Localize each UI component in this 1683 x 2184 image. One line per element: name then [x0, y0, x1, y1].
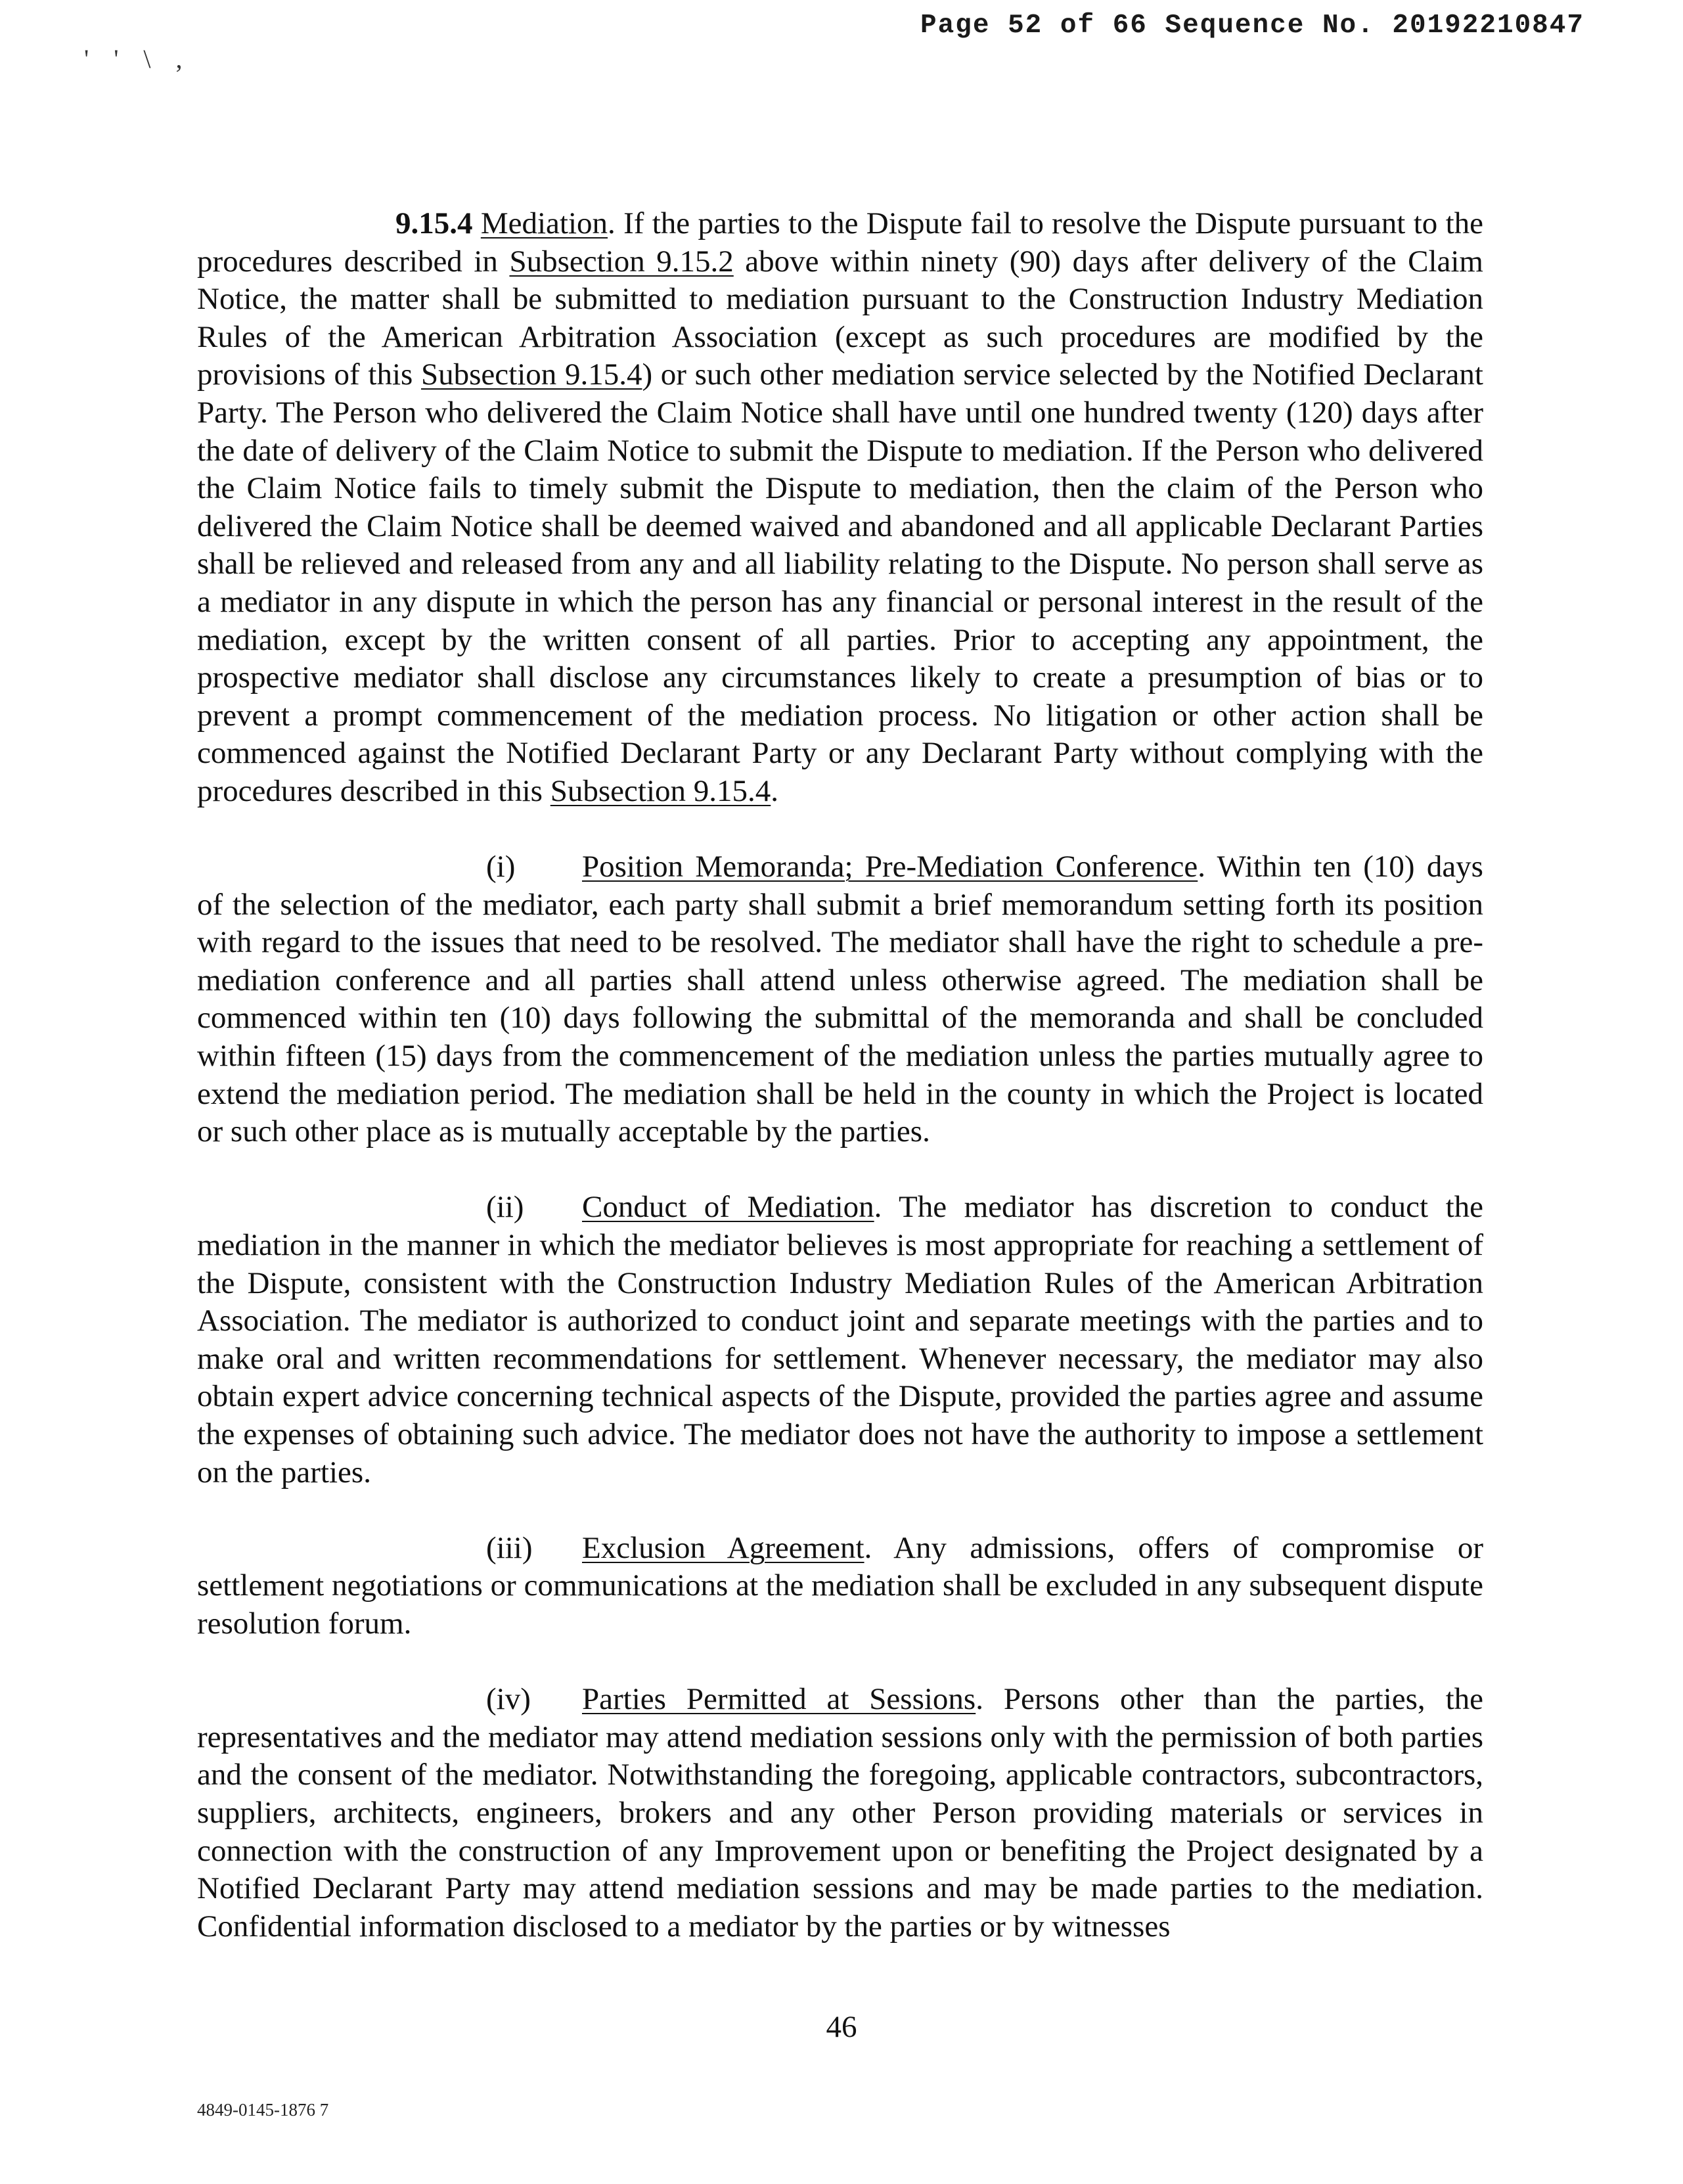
document-id: 4849-0145-1876 7: [197, 2100, 329, 2120]
subsection-title: Parties Permitted at Sessions: [582, 1682, 976, 1717]
subsection-reference: Subsection 9.15.4: [420, 357, 642, 392]
paragraph-text: . If the parties to the Dispute fail to resolve the Dispute pursuant to the procedures described in: [197, 206, 1484, 279]
section-title: Mediation: [480, 206, 608, 240]
subsection-reference: Subsection 9.15.2: [509, 244, 734, 279]
paragraph-sub-i: [197, 848, 1483, 1151]
paragraph-sub-ii: [197, 1189, 1483, 1491]
subsection-numeral: (i): [486, 850, 516, 884]
subsection-title: Exclusion Agreement: [582, 1530, 864, 1565]
paragraph-text: above within ninety (90) days after delivery of the Claim Notice, the matter shall be submitted to mediation pursuant to the Construction Industry Mediation Rules of the American Arbitration Association (except as such procedures are modified by the provisions of this: [197, 244, 1483, 392]
page-sequence-stamp: Page 52 of 66 Sequence No. 20192210847: [920, 11, 1584, 41]
subsection-numeral: (iv): [486, 1682, 531, 1717]
subsection-reference: Subsection 9.15.4: [550, 773, 771, 808]
paragraph-text: .: [771, 773, 779, 808]
scan-marks: ' ' \ ,: [84, 44, 192, 74]
document-body: [197, 205, 1483, 1945]
paragraph-text: . Persons other than the parties, the representatives and the mediator may attend mediation sessions only with the permission of both parties and the consent of the mediator. Notwithstanding the foregoing, applicable contractors, subcontractors, suppliers, architects, engineers, brokers and any other Person providing materials or services in connection with the construction of any Improvement upon or benefiting the Project designated by a Notified Declarant Party may attend mediation sessions and may be made parties to the mediation. Confidential information disclosed to a mediator by the parties or by witnesses: [197, 1682, 1484, 1944]
paragraph-sub-iv: [197, 1681, 1483, 1945]
paragraph-text: . Any admissions, offers of compromise or settlement negotiations or communications at the mediation shall be excluded in any subsequent dispute resolution forum.: [197, 1530, 1483, 1641]
subsection-title: Conduct of Mediation: [582, 1190, 874, 1225]
paragraph-9-15-4: [197, 205, 1483, 811]
paragraph-sub-iii: [197, 1530, 1483, 1643]
subsection-title: Position Memoranda; Pre-Mediation Conference: [582, 850, 1198, 884]
subsection-numeral: (ii): [486, 1190, 524, 1225]
paragraph-text: . Within ten (10) days of the selection of the mediator, each party shall submit a brief memorandum setting forth its position with regard to the issues that need to be resolved. The mediator shall have the right to schedule a pre-mediation conference and all parties shall attend unless otherwise agreed. The mediation shall be commenced within ten (10) days following the submittal of the memoranda and shall be concluded within fifteen (15) days from the commencement of the mediation unless the parties mutually agree to extend the mediation period. The mediation shall be held in the county in which the Project is located or such other place as is mutually acceptable by the parties.: [197, 850, 1483, 1149]
section-number: 9.15.4: [395, 206, 473, 240]
page-number: 46: [826, 2010, 857, 2044]
subsection-numeral: (iii): [486, 1530, 533, 1565]
paragraph-text: . The mediator has discretion to conduct the mediation in the manner in which the mediator believes is most appropriate for reaching a settlement of the Dispute, consistent with the Construction Industry Mediation Rules of the American Arbitration Association. The mediator is authorized to conduct joint and separate meetings with the parties and to make oral and written recommendations for settlement. Whenever necessary, the mediator may also obtain expert advice concerning technical aspects of the Dispute, provided the parties agree and assume the expenses of obtaining such advice. The mediator does not have the authority to impose a settlement on the parties.: [197, 1190, 1484, 1490]
paragraph-text: ) or such other mediation service selected by the Notified Declarant Party. The Person who delivered the Claim Notice shall have until one hundred twenty (120) days after the date of delivery of the Claim Notice to submit the Dispute to mediation. If the Person who delivered the Claim Notice fails to timely submit the Dispute to mediation, then the claim of the Person who delivered the Claim Notice shall be deemed waived and abandoned and all applicable Declarant Parties shall be relieved and released from any and all liability relating to the Dispute. No person shall serve as a mediator in any dispute in which the person has any financial or personal interest in the result of the mediation, except by the written consent of all parties. Prior to accepting any appointment, the prospective mediator shall disclose any circumstances likely to create a presumption of bias or to prevent a prompt commencement of the mediation process. No litigation or other action shall be commenced against the Notified Declarant Party or any Declarant Party without complying with the procedures described in this: [197, 357, 1483, 808]
